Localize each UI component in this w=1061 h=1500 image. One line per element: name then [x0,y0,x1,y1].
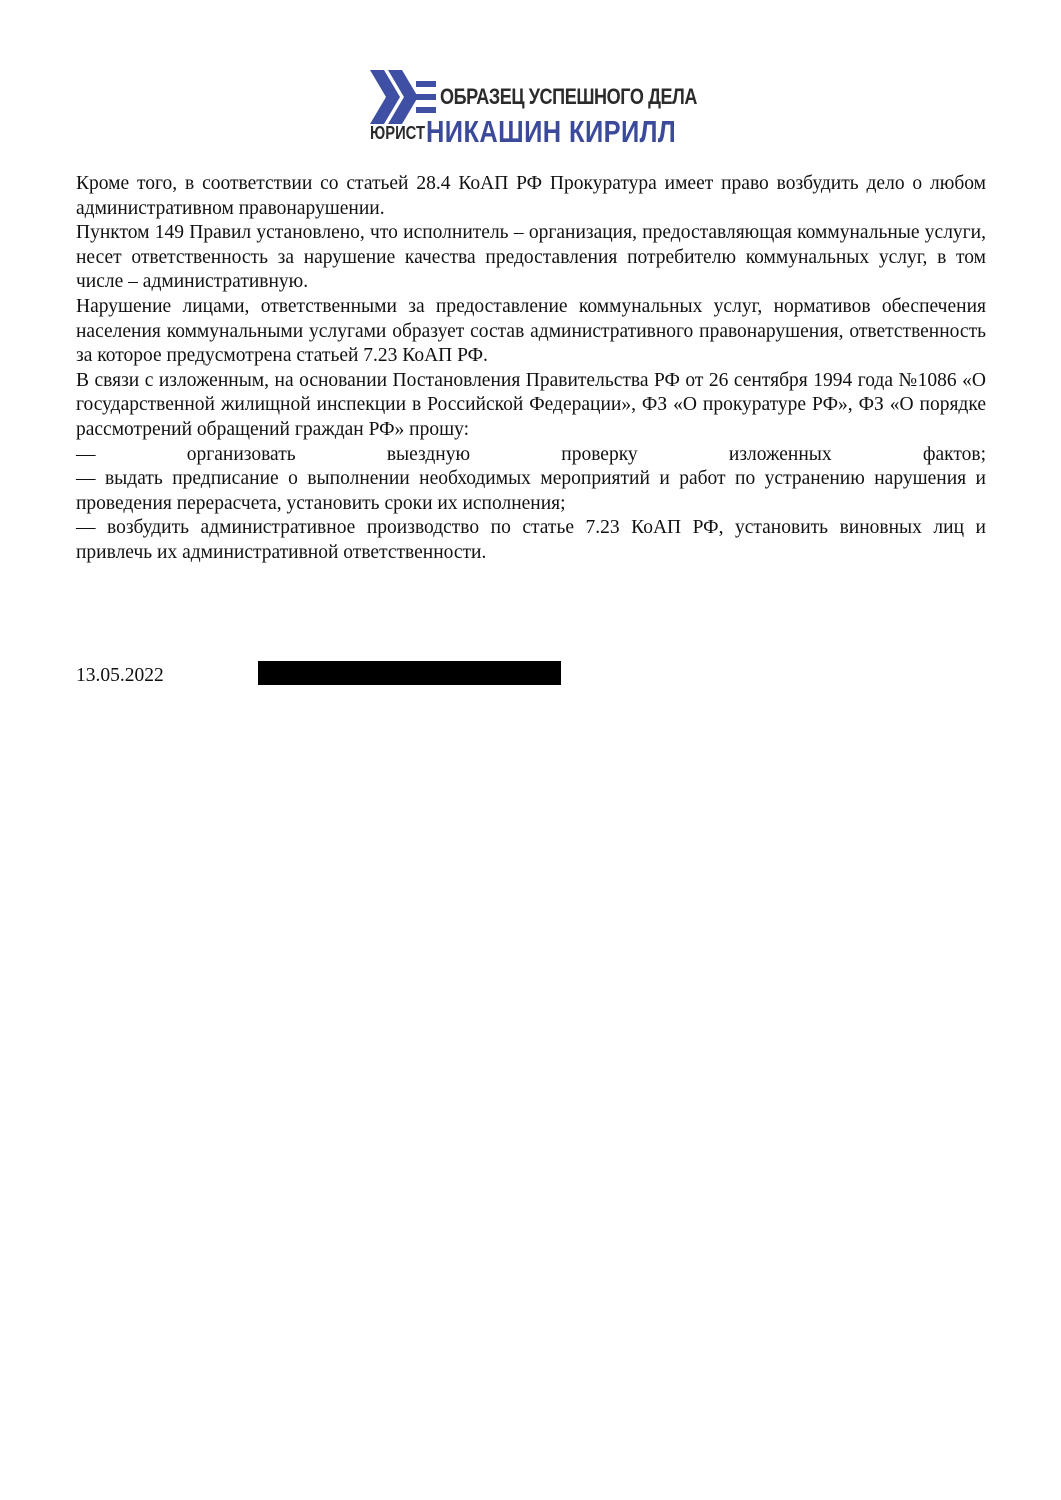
logo-title: ОБРАЗЕЦ УСПЕШНОГО ДЕЛА [440,84,698,109]
document-body [76,172,986,566]
request-item-prescription: — выдать предписание о выполнении необходимых мероприятий и работ по устранению нарушения и проведения перерасчета, установить сроки их исполнения; [76,468,986,514]
request-item-prosecution: — возбудить административное производство по статье 7.23 КоАП РФ, установить виновных лиц и привлечь их административной ответственности. [76,517,986,563]
request-item-inspection: — организовать выездную проверку изложенных фактов; [76,443,986,465]
paragraph-prosecutor-rights: Кроме того, в соответствии со статьей 28.4 КоАП РФ Прокуратура имеет право возбудить дело о любом административном правонарушении. [76,173,986,219]
redacted-signature [258,661,561,685]
paragraph-request: В связи с изложенным, на основании Постановления Правительства РФ от 26 сентября 1994 года №1086 «О государственной жилищной инспекции в Российской Федерации», ФЗ «О прокуратуре РФ», ФЗ «О порядке рассмотрений обращений граждан РФ» прошу: [76,369,986,440]
paragraph-rules-149: Пунктом 149 Правил установлено, что исполнитель – организация, предоставляющая коммунальные услуги, несет ответственность за нарушение качества предоставления потребителю коммунальных услуг, в том числе – административную. [76,222,986,293]
document-date: 13.05.2022 [76,665,164,686]
paragraph-violation: Нарушение лицами, ответственными за предоставление коммунальных услуг, нормативов обеспечения населения коммунальными услугами образует состав административного правонарушения, ответственность за которое предусмотрена статьей 7.23 КоАП РФ. [76,295,986,367]
logo-subtitle: ЮРИСТ [370,123,425,143]
logo [370,70,700,152]
logo-name: НИКАШИН КИРИЛЛ [426,114,677,149]
